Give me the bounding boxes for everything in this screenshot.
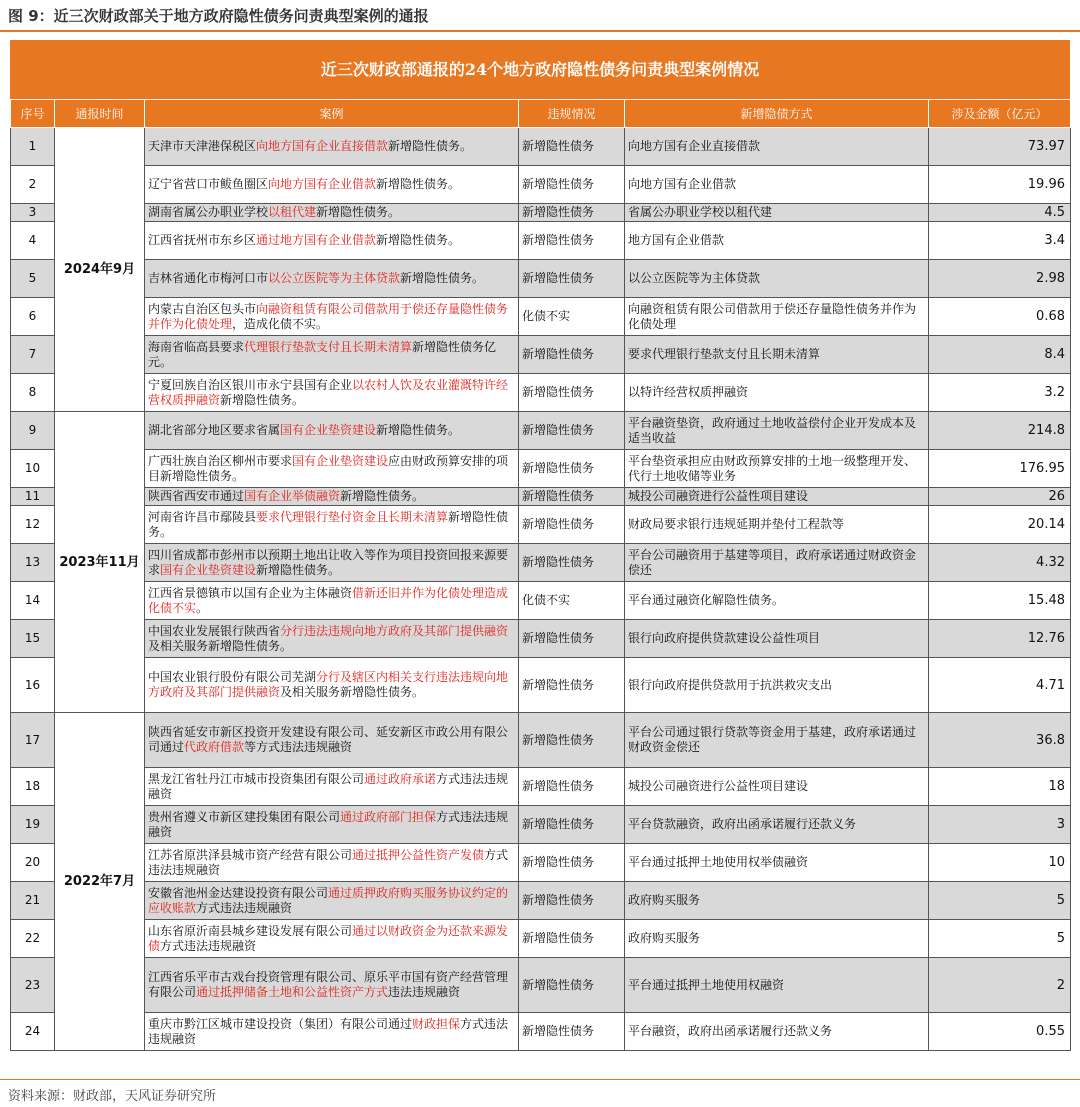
debt-method-cell: 要求代理银行垫款支付且长期未清算 [625, 336, 929, 374]
row-number: 10 [11, 450, 55, 488]
table-row [11, 298, 1071, 336]
case-description [145, 166, 519, 204]
amount-cell: 10 [929, 844, 1071, 882]
table-row [11, 620, 1071, 658]
violation-cell: 新增隐性债务 [519, 412, 625, 450]
case-text: 及相关服务新增隐性债务。 [148, 638, 293, 653]
table-row [11, 488, 1071, 506]
violation-cell: 化债不实 [519, 582, 625, 620]
case-highlight-text: 通过抵押储备土地和公益性资产方式 [196, 985, 389, 999]
case-description [145, 882, 519, 920]
debt-method-cell: 平台融资，政府出函承诺履行还款义务 [625, 1013, 929, 1051]
case-highlight-text: 通过质押政府购买服务协议约定的应收账款 [148, 885, 509, 915]
header-amount: 涉及金额（亿元） [929, 100, 1071, 128]
case-highlight-text: 分行违法违规向地方政府及其部门提供融资 [280, 623, 509, 638]
case-text: 江苏省原洪泽县城市资产经营有限公司 [148, 847, 353, 862]
amount-cell: 5 [929, 882, 1071, 920]
debt-method-cell: 以公立医院等为主体贷款 [625, 260, 929, 298]
amount-cell: 0.68 [929, 298, 1071, 336]
case-highlight-text: 以农村人饮及农业灌溉特许经营权质押融资 [148, 377, 509, 407]
case-text: 新增隐性债务。 [388, 139, 473, 153]
row-number: 12 [11, 506, 55, 544]
debt-method-cell: 银行向政府提供贷款建设公益性项目 [625, 620, 929, 658]
table-row [11, 882, 1071, 920]
violation-cell: 新增隐性债务 [519, 506, 625, 544]
case-description [145, 222, 519, 260]
amount-cell: 3.2 [929, 374, 1071, 412]
header-time: 通报时间 [55, 100, 145, 128]
row-number: 15 [11, 620, 55, 658]
violation-cell: 新增隐性债务 [519, 222, 625, 260]
amount-cell: 176.95 [929, 450, 1071, 488]
violation-cell: 新增隐性债务 [519, 713, 625, 768]
violation-cell: 新增隐性债务 [519, 336, 625, 374]
report-time: 2023年11月 [55, 412, 145, 713]
case-text: 等方式违法违规融资 [244, 740, 353, 754]
violation-cell: 新增隐性债务 [519, 920, 625, 958]
violation-cell: 新增隐性债务 [519, 658, 625, 713]
case-text: ，造成化债不实。 [232, 316, 329, 331]
case-text: 安徽省池州金达建设投资有限公司 [148, 885, 329, 900]
case-text: 辽宁省营口市鲅鱼圈区 [148, 177, 269, 191]
case-highlight-text: 通过以财政资金为还款来源发债 [148, 923, 509, 953]
case-text: 海南省临高县要求 [148, 339, 245, 354]
case-text: 及相关服务新增隐性债务。 [280, 685, 425, 699]
case-text: 方式违法违规融资 [148, 1016, 509, 1046]
violation-cell: 新增隐性债务 [519, 204, 625, 222]
row-number: 19 [11, 806, 55, 844]
case-description [145, 844, 519, 882]
violation-cell: 新增隐性债务 [519, 128, 625, 166]
amount-cell: 2.98 [929, 260, 1071, 298]
figure-title: 图 9：近三次财政部关于地方政府隐性债务问责典型案例的通报 [8, 7, 429, 25]
title-divider [0, 30, 1080, 32]
violation-cell: 新增隐性债务 [519, 1013, 625, 1051]
debt-method-cell: 平台贷款融资，政府出函承诺履行还款义务 [625, 806, 929, 844]
case-text: 陕西省延安市新区投资开发建设有限公司、延安新区市政公用有限公司通过 [148, 725, 509, 754]
source-divider [0, 1079, 1080, 1080]
debt-method-cell: 向地方国有企业直接借款 [625, 128, 929, 166]
case-highlight-text: 通过政府承诺 [364, 771, 437, 786]
case-description [145, 920, 519, 958]
debt-method-cell: 平台垫资承担应由财政预算安排的土地一级整理开发、代行土地收储等业务 [625, 450, 929, 488]
table-row [11, 128, 1071, 166]
violation-cell: 新增隐性债务 [519, 544, 625, 582]
amount-cell: 8.4 [929, 336, 1071, 374]
debt-method-cell: 银行向政府提供贷款用于抗洪救灾支出 [625, 658, 929, 713]
table-row [11, 844, 1071, 882]
case-text: 河南省许昌市鄢陵县 [148, 509, 257, 524]
case-text: 新增隐性债务。 [220, 392, 305, 407]
case-description [145, 958, 519, 1013]
report-time: 2024年9月 [55, 128, 145, 412]
row-number: 22 [11, 920, 55, 958]
debt-method-cell: 城投公司融资进行公益性项目建设 [625, 488, 929, 506]
case-description [145, 336, 519, 374]
violation-cell: 新增隐性债务 [519, 620, 625, 658]
case-text: 黑龙江省牡丹江市城市投资集团有限公司 [148, 771, 365, 786]
case-description [145, 506, 519, 544]
case-text: 新增隐性债务亿元。 [148, 339, 497, 369]
violation-cell: 新增隐性债务 [519, 166, 625, 204]
table-row [11, 958, 1071, 1013]
row-number: 18 [11, 768, 55, 806]
row-number: 24 [11, 1013, 55, 1051]
row-number: 9 [11, 412, 55, 450]
table-row [11, 582, 1071, 620]
row-number: 16 [11, 658, 55, 713]
table-row [11, 806, 1071, 844]
case-description [145, 488, 519, 506]
header-no: 序号 [11, 100, 55, 128]
case-text: 新增隐性债务。 [376, 423, 461, 437]
case-highlight-text: 向地方国有企业借款 [268, 177, 377, 191]
case-description [145, 768, 519, 806]
case-text: 内蒙古自治区包头市 [148, 301, 257, 316]
case-text: 山东省原沂南县城乡建设发展有限公司 [148, 923, 353, 938]
debt-method-cell: 平台融资垫资，政府通过土地收益偿付企业开发成本及适当收益 [625, 412, 929, 450]
amount-cell: 5 [929, 920, 1071, 958]
case-text: 违法违规融资 [388, 985, 461, 999]
case-text: 新增隐性债务。 [256, 562, 341, 577]
amount-cell: 26 [929, 488, 1071, 506]
case-highlight-text: 向地方国有企业直接借款 [256, 139, 389, 153]
row-number: 11 [11, 488, 55, 506]
violation-cell: 新增隐性债务 [519, 374, 625, 412]
case-description [145, 412, 519, 450]
case-description [145, 806, 519, 844]
case-text: 新增隐性债务。 [376, 177, 461, 191]
case-text: 。 [196, 600, 209, 615]
header-violation: 违规情况 [519, 100, 625, 128]
case-text: 方式违法违规融资 [148, 847, 509, 877]
report-time: 2022年7月 [55, 713, 145, 1051]
row-number: 14 [11, 582, 55, 620]
debt-method-cell: 向融资租赁有限公司借款用于偿还存量隐性债务并作为化债处理 [625, 298, 929, 336]
amount-cell: 12.76 [929, 620, 1071, 658]
case-text: 广西壮族自治区柳州市要求 [148, 453, 293, 468]
amount-cell: 0.55 [929, 1013, 1071, 1051]
case-highlight-text: 通过抵押公益性资产发债 [352, 847, 485, 862]
table-body [11, 128, 1071, 1051]
amount-cell: 15.48 [929, 582, 1071, 620]
case-highlight-text: 国有企业垫资建设 [160, 562, 257, 577]
row-number: 1 [11, 128, 55, 166]
amount-cell: 4.5 [929, 204, 1071, 222]
case-description [145, 374, 519, 412]
debt-method-cell: 财政局要求银行违规延期并垫付工程款等 [625, 506, 929, 544]
debt-method-cell: 地方国有企业借款 [625, 222, 929, 260]
case-text: 宁夏回族自治区银川市永宁县国有企业 [148, 377, 353, 392]
case-text: 方式违法违规融资 [148, 809, 509, 839]
debt-method-cell: 向地方国有企业借款 [625, 166, 929, 204]
table-row [11, 1013, 1071, 1051]
violation-cell: 新增隐性债务 [519, 882, 625, 920]
row-number: 6 [11, 298, 55, 336]
row-number: 20 [11, 844, 55, 882]
row-number: 2 [11, 166, 55, 204]
case-highlight-text: 要求代理银行垫付资金且长期未清算 [256, 509, 449, 524]
table-row [11, 544, 1071, 582]
amount-cell: 4.32 [929, 544, 1071, 582]
case-highlight-text: 以租代建 [268, 205, 317, 219]
case-description [145, 450, 519, 488]
violation-cell: 新增隐性债务 [519, 844, 625, 882]
case-table-container [10, 40, 1070, 1051]
debt-method-cell: 平台通过融资化解隐性债务。 [625, 582, 929, 620]
table-header-row [11, 100, 1071, 128]
row-number: 4 [11, 222, 55, 260]
case-text: 重庆市黔江区城市建设投资（集团）有限公司通过 [148, 1016, 413, 1031]
case-text: 湖北省部分地区要求省属 [148, 423, 281, 437]
amount-cell: 4.71 [929, 658, 1071, 713]
case-description [145, 298, 519, 336]
case-text: 陕西省西安市通过 [148, 489, 245, 503]
case-highlight-text: 代理银行垫款支付且长期未清算 [244, 339, 413, 354]
table-row [11, 450, 1071, 488]
debt-method-cell: 政府购买服务 [625, 882, 929, 920]
row-number: 8 [11, 374, 55, 412]
table-row [11, 204, 1071, 222]
case-highlight-text: 财政担保 [412, 1016, 461, 1031]
case-text: 四川省成都市彭州市以预期土地出让收入等作为项目投资回报来源要求 [148, 547, 509, 577]
row-number: 7 [11, 336, 55, 374]
case-highlight-text: 国有企业垫资建设 [280, 423, 377, 437]
debt-method-cell: 城投公司融资进行公益性项目建设 [625, 768, 929, 806]
amount-cell: 2 [929, 958, 1071, 1013]
case-highlight-text: 分行及辖区内相关支行违法违规向地方政府及其部门提供融资 [148, 670, 509, 699]
case-text: 新增隐性债务。 [316, 205, 401, 219]
debt-method-cell: 平台通过抵押土地使用权举债融资 [625, 844, 929, 882]
row-number: 17 [11, 713, 55, 768]
case-description [145, 582, 519, 620]
violation-cell: 新增隐性债务 [519, 450, 625, 488]
case-highlight-text: 通过地方国有企业借款 [256, 233, 377, 247]
header-method: 新增隐债方式 [625, 100, 929, 128]
case-description [145, 204, 519, 222]
row-number: 13 [11, 544, 55, 582]
case-highlight-text: 国有企业垫资建设 [292, 453, 389, 468]
source-note: 资料来源：财政部，天风证券研究所 [8, 1089, 217, 1104]
case-description [145, 1013, 519, 1051]
table-banner-title: 近三次财政部通报的24个地方政府隐性债务问责典型案例情况 [10, 40, 1070, 99]
debt-method-cell: 以特许经营权质押融资 [625, 374, 929, 412]
case-description [145, 658, 519, 713]
debt-method-cell: 政府购买服务 [625, 920, 929, 958]
violation-cell: 新增隐性债务 [519, 806, 625, 844]
table-row [11, 506, 1071, 544]
case-description [145, 544, 519, 582]
amount-cell: 214.8 [929, 412, 1071, 450]
debt-method-cell: 省属公办职业学校以租代建 [625, 204, 929, 222]
case-text: 新增隐性债务。 [376, 233, 461, 247]
case-text: 中国农业发展银行陕西省 [148, 623, 281, 638]
case-text: 中国农业银行股份有限公司芜湖 [148, 670, 317, 684]
table-row [11, 374, 1071, 412]
violation-cell: 化债不实 [519, 298, 625, 336]
debt-method-cell: 平台公司融资用于基建等项目，政府承诺通过财政资金偿还 [625, 544, 929, 582]
case-highlight-text: 以公立医院等为主体贷款 [268, 271, 401, 285]
case-text: 新增隐性债务。 [340, 489, 425, 503]
case-description [145, 713, 519, 768]
table-row [11, 768, 1071, 806]
case-highlight-text: 代政府借款 [184, 740, 245, 754]
case-text: 天津市天津港保税区 [148, 139, 257, 153]
case-description [145, 128, 519, 166]
case-description [145, 260, 519, 298]
amount-cell: 36.8 [929, 713, 1071, 768]
debt-method-cell: 平台通过抵押土地使用权融资 [625, 958, 929, 1013]
amount-cell: 19.96 [929, 166, 1071, 204]
case-highlight-text: 向融资租赁有限公司借款用于偿还存量隐性债务并作为化债处理 [148, 301, 509, 331]
case-text: 江西省景德镇市以国有企业为主体融资 [148, 585, 353, 600]
case-text: 方式违法违规融资 [196, 900, 293, 915]
row-number: 5 [11, 260, 55, 298]
violation-cell: 新增隐性债务 [519, 260, 625, 298]
violation-cell: 新增隐性债务 [519, 768, 625, 806]
case-highlight-text: 国有企业举债融资 [244, 489, 341, 503]
amount-cell: 3.4 [929, 222, 1071, 260]
amount-cell: 20.14 [929, 506, 1071, 544]
case-highlight-text: 通过政府部门担保 [340, 809, 437, 824]
table-row [11, 336, 1071, 374]
table-row [11, 920, 1071, 958]
table-row [11, 713, 1071, 768]
table-row [11, 260, 1071, 298]
row-number: 3 [11, 204, 55, 222]
row-number: 21 [11, 882, 55, 920]
row-number: 23 [11, 958, 55, 1013]
case-text: 江西省乐平市古戏台投资管理有限公司、原乐平市国有资产经营管理有限公司 [148, 970, 509, 999]
case-text: 贵州省遵义市新区建投集团有限公司 [148, 809, 341, 824]
case-text: 吉林省通化市梅河口市 [148, 271, 269, 285]
table-row [11, 412, 1071, 450]
case-highlight-text: 借新还旧并作为化债处理造成化债不实 [148, 585, 509, 615]
case-description [145, 620, 519, 658]
header-case: 案例 [145, 100, 519, 128]
debt-method-cell: 平台公司通过银行贷款等资金用于基建，政府承诺通过财政资金偿还 [625, 713, 929, 768]
table-row [11, 658, 1071, 713]
case-text: 新增隐性债务。 [400, 271, 485, 285]
case-text: 江西省抚州市东乡区 [148, 233, 257, 247]
amount-cell: 73.97 [929, 128, 1071, 166]
table-row [11, 166, 1071, 204]
case-text: 新增隐性债务。 [148, 509, 509, 539]
amount-cell: 3 [929, 806, 1071, 844]
violation-cell: 新增隐性债务 [519, 958, 625, 1013]
violation-cell: 新增隐性债务 [519, 488, 625, 506]
case-text: 方式违法违规融资 [148, 771, 509, 801]
case-table [10, 99, 1071, 1051]
case-text: 方式违法违规融资 [160, 938, 257, 953]
amount-cell: 18 [929, 768, 1071, 806]
case-text: 湖南省属公办职业学校 [148, 205, 269, 219]
case-text: 应由财政预算安排的项目新增隐性债务。 [148, 453, 509, 483]
table-row [11, 222, 1071, 260]
